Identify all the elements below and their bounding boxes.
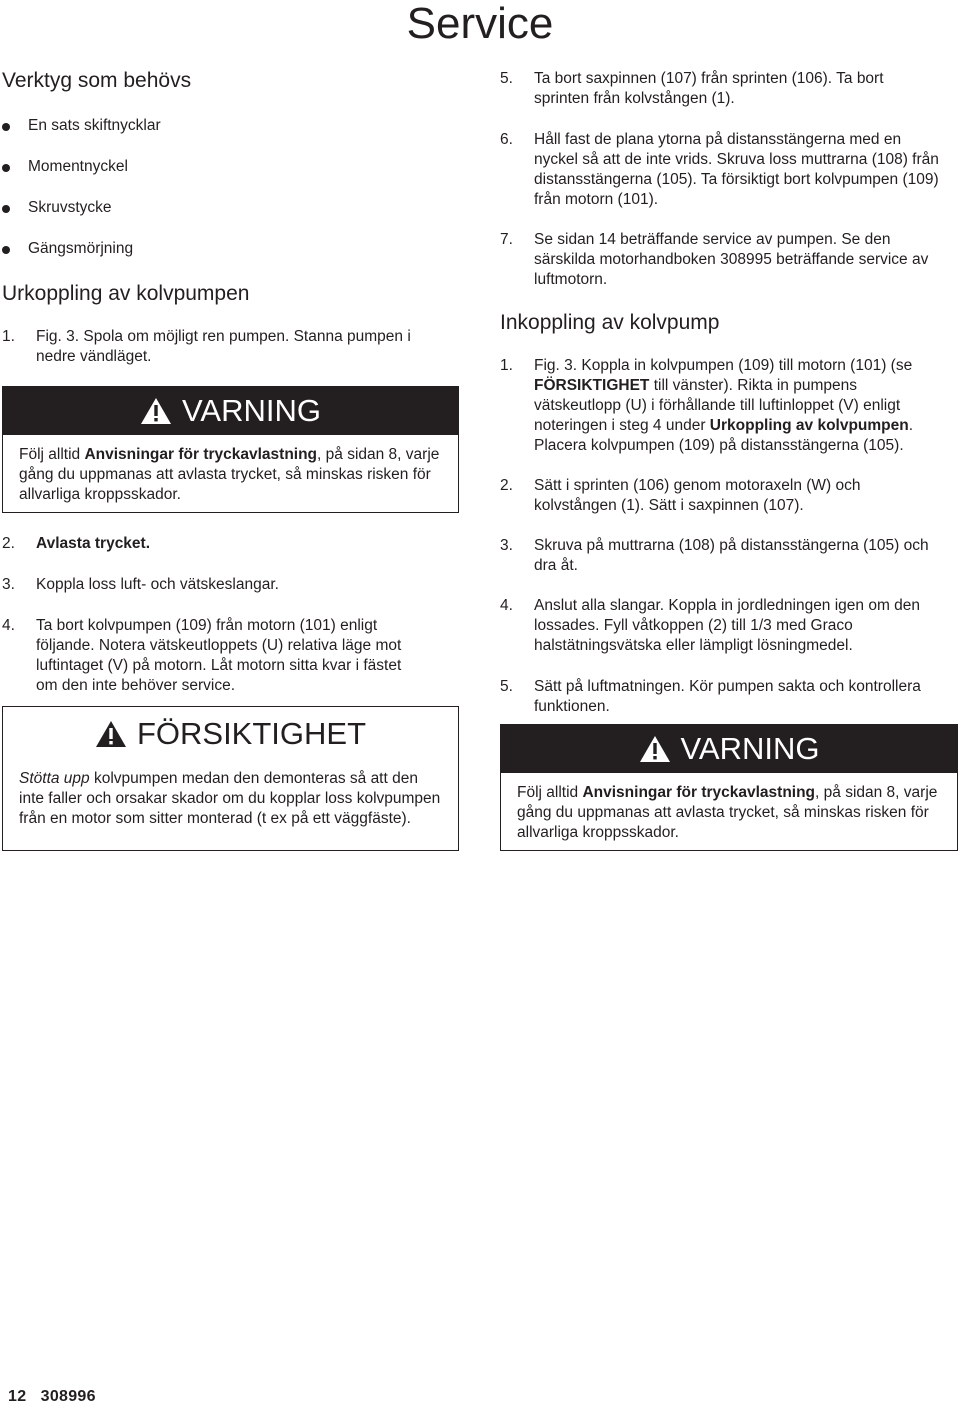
- warning-box: [500, 724, 958, 851]
- warning-text: Följ alltid Anvisningar för tryckavlastning, på sidan 8, varje gång du uppmanas att avlasta trycket, så minskas risken för allvarliga kroppsskador.: [517, 784, 938, 841]
- caution-text: Stötta upp kolvpumpen medan den demonteras så att den inte faller och orsakar skador om du kopplar loss kolvpumpen från en motor som sitter monterad (t ex på ett väggfäste).: [19, 770, 441, 827]
- tools-heading: Verktyg som behövs: [2, 69, 192, 92]
- install-step-5: 5. Sätt på luftmatningen. Kör pumpen sakta och kontrollera funktionen.: [500, 678, 921, 715]
- install-step-3: 3. Skruva på muttrarna (108) på distansstängerna (105) och dra åt.: [500, 537, 929, 574]
- install-step-1: 1. Fig. 3. Koppla in kolvpumpen (109) till motorn (101) (se FÖRSIKTIGHET till vänster). Rikta in pumpens vätskeutlopp (U) i förhållande till luftinloppet (V) enligt noteringen i steg 4 under Urkoppling av kolvpumpen. Placera kolvpumpen (109) på distansstängerna (105).: [500, 357, 914, 454]
- removal-step-6: 6. Håll fast de plana ytorna på distansstängerna med en nyckel så att de inte vrids. Skruva loss muttrarna (108) från distansstängerna (105). Ta försiktigt bort kolvpumpen (109) från motorn (101).: [500, 131, 939, 208]
- install-step-4: 4. Anslut alla slangar. Koppla in jordledningen igen om den lossades. Fyll våtkoppen (2) till 1/3 med Graco halstätningsvätska eller lämpligt lösningmedel.: [500, 597, 921, 654]
- removal-step-7: 7. Se sidan 14 beträffande service av pumpen. Se den särskilda motorhandboken 308995 beträffande service av luftmotorn.: [500, 231, 929, 288]
- caution-header: FÖRSIKTIGHET: [3, 711, 458, 757]
- page-title: Service: [406, 0, 554, 48]
- caution-triangle-icon: [95, 720, 127, 748]
- removal-step-5: 5. Ta bort saxpinnen (107) från sprinten (106). Ta bort sprinten från kolvstången (1).: [500, 70, 884, 107]
- removal-heading: Urkoppling av kolvpumpen: [2, 282, 250, 305]
- removal-step-4: 4. Ta bort kolvpumpen (109) från motorn (101) enligt följande. Notera vätskeutloppets (U) relativa läge mot luftintaget (V) på motorn. Låt motorn sitta kvar i fästet om den inte behöver service.: [2, 617, 402, 694]
- warning-triangle-icon: [140, 397, 172, 425]
- warning-header: VARNING: [3, 387, 458, 435]
- bullet-icon: [2, 123, 10, 131]
- warning-text: Följ alltid Anvisningar för tryckavlastning, på sidan 8, varje gång du uppmanas att avlasta trycket, så minskas risken för allvarliga kroppsskador.: [19, 446, 440, 503]
- install-heading: Inkoppling av kolvpump: [500, 311, 720, 334]
- warning-box: [2, 386, 459, 513]
- bullet-icon: [2, 246, 10, 254]
- removal-step-1: 1. Fig. 3. Spola om möjligt ren pumpen. Stanna pumpen i nedre vändläget.: [2, 328, 411, 365]
- install-step-2: 2. Sätt i sprinten (106) genom motoraxeln (W) och kolvstången (1). Sätt i saxpinnen (107).: [500, 477, 861, 514]
- bullet-icon: [2, 164, 10, 172]
- bullet-icon: [2, 205, 10, 213]
- warning-triangle-icon: [639, 735, 671, 763]
- page-footer: 12 308996: [8, 1388, 96, 1405]
- warning-header: VARNING: [501, 725, 957, 773]
- caution-box: [2, 706, 459, 851]
